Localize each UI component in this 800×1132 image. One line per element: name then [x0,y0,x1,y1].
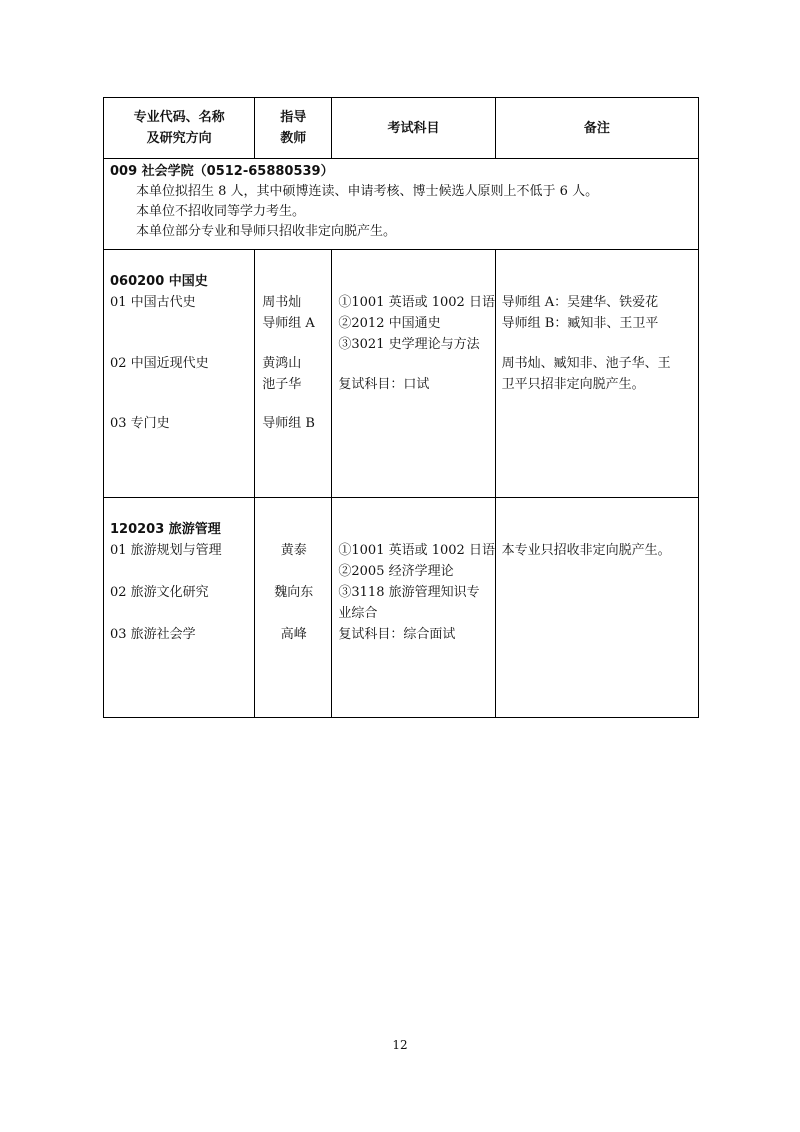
header-remark: 备注 [495,98,698,159]
major-remarks-cell [495,498,698,718]
advisor-item: 周书灿 [262,295,302,310]
header-advisor [255,98,332,159]
header-advisor-line2: 教师 [280,131,307,146]
department-cell [104,159,699,250]
department-title: 009 社会学院（0512-65880539） [110,164,334,179]
department-note: 本单位拟招生 8 人，其中硕博连读、申请考核、博士候选人原则上不低于 6 人。 [136,184,599,199]
direction-item: 01 旅游规划与管理 [110,543,222,558]
advisor-item: 魏向东 [274,585,314,600]
remark-item: 卫平只招非定向脱产生。 [501,377,645,392]
remark-item: 周书灿、臧知非、池子华、王 [501,356,671,371]
major-code-name: 060200 中国史 [110,274,208,289]
remark-item: 导师组 A：吴建华、铁爱花 [501,295,659,310]
remark-item: 导师组 B：臧知非、王卫平 [501,316,659,331]
major-advisors-cell [255,498,332,718]
page-number: 12 [392,1038,408,1052]
exam-item: ②2012 中国通史 [338,316,441,331]
advisor-item: 黄泰 [280,543,307,558]
major-advisors-cell [255,250,332,498]
direction-item: 03 旅游社会学 [110,627,196,642]
header-advisor-line1: 指导 [280,110,307,125]
header-row [104,98,699,159]
exam-item: ①1001 英语或 1002 日语 [338,295,495,310]
direction-item: 02 旅游文化研究 [110,585,209,600]
exam-item: 业综合 [338,606,378,621]
advisor-item: 黄鸿山 [262,356,302,371]
major-row [104,250,699,498]
major-exams-cell [332,498,495,718]
major-directions-cell [104,250,255,498]
exam-item: 复试科目：综合面试 [338,627,456,642]
direction-item: 02 中国近现代史 [110,356,209,371]
remark-item: 本专业只招收非定向脱产生。 [501,543,671,558]
exam-item: ①1001 英语或 1002 日语 [338,543,495,558]
department-row [104,159,699,250]
department-note: 本单位部分专业和导师只招收非定向脱产生。 [136,224,397,239]
advisor-item: 导师组 B [262,416,315,431]
major-remarks-cell [495,250,698,498]
exam-item: ②2005 经济学理论 [338,564,454,579]
major-exams-cell [332,250,495,498]
advisor-item: 池子华 [262,377,302,392]
major-directions-cell [104,498,255,718]
header-major-line2: 及研究方向 [146,131,212,146]
major-row [104,498,699,718]
header-exam: 考试科目 [332,98,495,159]
header-major [104,98,255,159]
catalog-table [103,97,699,718]
exam-item: 复试科目：口试 [338,377,430,392]
advisor-item: 高峰 [280,627,307,642]
direction-item: 03 专门史 [110,416,170,431]
department-note: 本单位不招收同等学力考生。 [136,204,306,219]
major-code-name: 120203 旅游管理 [110,522,221,537]
header-major-line1: 专业代码、名称 [133,110,225,125]
direction-item: 01 中国古代史 [110,295,196,310]
exam-item: ③3118 旅游管理知识专 [338,585,480,600]
advisor-item: 导师组 A [262,316,315,331]
exam-item: ③3021 史学理论与方法 [338,337,480,352]
